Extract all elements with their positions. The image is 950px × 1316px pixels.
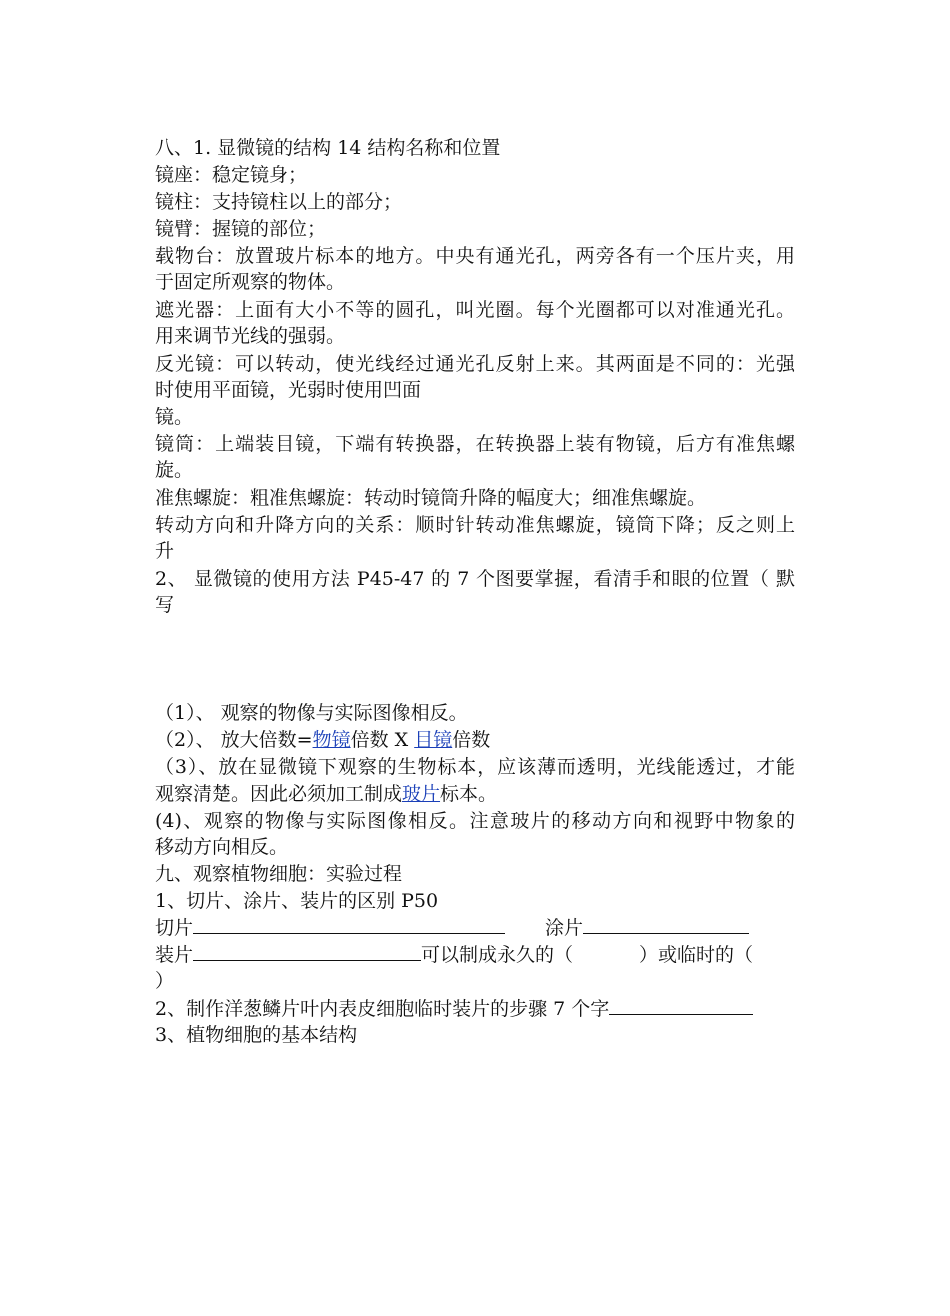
line-fanguangjing-3: 镜。 [155, 406, 194, 428]
label-tupian: 涂片 [545, 917, 584, 939]
note-4-line-1: (4)、观察的物像与实际图像相反。注意玻片的移动方向和视野中物象的 [155, 810, 795, 832]
label-temporary: ）或临时的（ [639, 944, 754, 966]
section-9-heading: 九、观察植物细胞：实验过程 [155, 863, 403, 885]
blank-steps[interactable] [609, 996, 753, 1015]
note-2-middle: 倍数 X [350, 729, 415, 751]
label-qiepian: 切片 [155, 917, 194, 939]
line-jingbi: 镜臂：握镜的部位； [155, 218, 327, 240]
link-objective-lens[interactable]: 物镜 [312, 729, 351, 751]
line-zheguangqi-1: 遮光器：上面有大小不等的圆孔，叫光圈。每个光圈都可以对准通光孔。 [155, 299, 795, 321]
link-slide[interactable]: 玻片 [402, 783, 441, 805]
line-usage-1: 2、 显微镜的使用方法 P45-47 的 7 个图要掌握，看清手和眼的位置（ 默 [155, 568, 795, 590]
link-eyepiece[interactable]: 目镜 [414, 729, 453, 751]
note-3-line-2 [155, 781, 497, 807]
note-2-suffix: 倍数 [452, 729, 491, 751]
mount-line [155, 942, 753, 968]
note-4-line-2: 移动方向相反。 [155, 836, 289, 858]
line-jingzuo: 镜座：稳定镜身； [155, 164, 308, 186]
label-permanent: 可以制成永久的（ [421, 944, 574, 966]
note-2 [155, 727, 490, 753]
question-2-text: 2、制作洋葱鳞片叶内表皮细胞临时装片的步骤 7 个字 [155, 998, 610, 1020]
note-3-line-1: （3）、放在显微镜下观察的生物标本，应该薄而透明，光线能透过，才能 [155, 756, 795, 778]
question-1: 1、切片、涂片、装片的区别 P50 [155, 890, 439, 912]
line-zheguangqi-2: 用来调节光线的强弱。 [155, 325, 346, 347]
line-jingzhu: 镜柱：支持镜柱以上的部分； [155, 191, 403, 213]
line-jingtong-1: 镜筒：上端装目镜，下端有转换器，在转换器上装有物镜，后方有准焦螺 [155, 433, 795, 455]
question-3: 3、植物细胞的基本结构 [155, 1024, 358, 1046]
blank-zhuangpian[interactable] [193, 942, 421, 961]
label-zhuangpian: 装片 [155, 944, 194, 966]
line-fanguangjing-2: 时使用平面镜，光弱时使用凹面 [155, 379, 422, 401]
mount-line-close: ） [155, 970, 175, 992]
note-3-prefix: 观察清楚。因此必须加工制成 [155, 783, 403, 805]
line-zhunjiao: 准焦螺旋：粗准焦螺旋：转动时镜筒升降的幅度大；细准焦螺旋。 [155, 487, 707, 509]
question-2 [155, 996, 753, 1022]
line-jingtong-2: 旋。 [155, 459, 194, 481]
note-1: （1）、 观察的物像与实际图像相反。 [155, 702, 468, 724]
slice-smear-line [155, 915, 749, 941]
line-fanguangjing-1: 反光镜：可以转动，使光线经过通光孔反射上来。其两面是不同的：光强 [155, 353, 795, 375]
line-zhuandong-1: 转动方向和升降方向的关系：顺时针转动准焦螺旋，镜筒下降；反之则上 [155, 514, 795, 536]
note-2-prefix: （2）、 放大倍数= [155, 729, 313, 751]
line-zaiwutai-1: 载物台：放置玻片标本的地方。中央有通光孔，两旁各有一个压片夹，用 [155, 245, 795, 267]
line-zhuandong-2: 升 [155, 540, 175, 562]
line-zaiwutai-2: 于固定所观察的物体。 [155, 271, 346, 293]
blank-qiepian[interactable] [193, 915, 505, 934]
section-8-heading: 八、1. 显微镜的结构 14 结构名称和位置 [155, 137, 501, 159]
line-usage-2: 写 [155, 594, 175, 616]
blank-tupian[interactable] [583, 915, 749, 934]
note-3-suffix: 标本。 [440, 783, 498, 805]
